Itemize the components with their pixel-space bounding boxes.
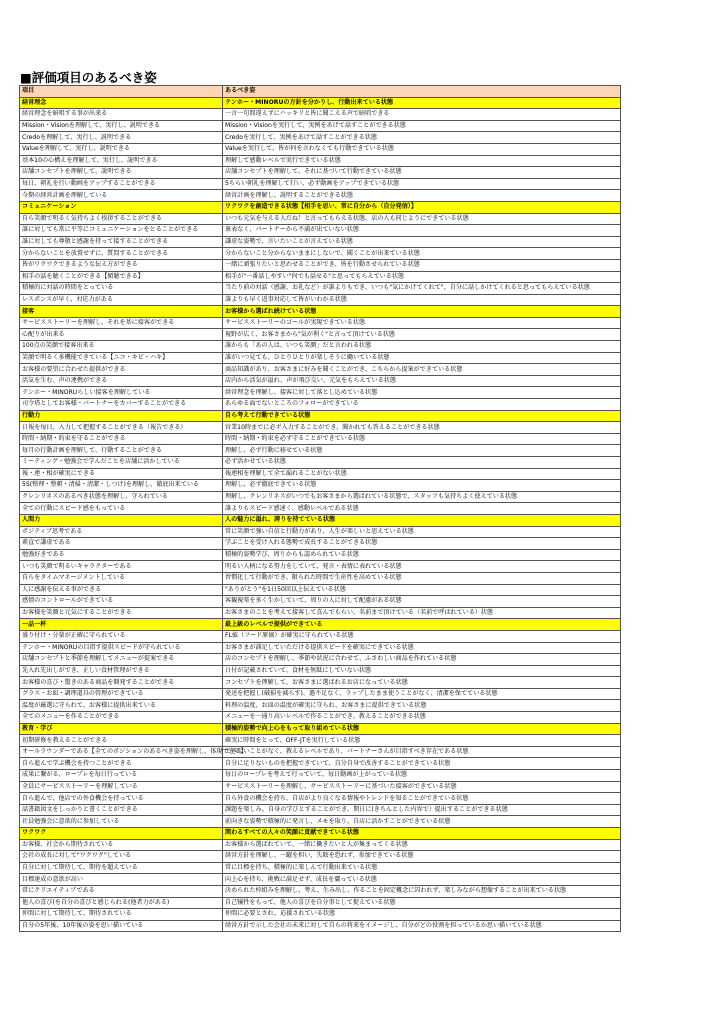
- ideal-cell: 自己犠牲をもって、他人の喜びを自分事として捉えている状態: [223, 897, 621, 909]
- item-cell: 皆がワクワクできるような伝え方ができる: [20, 259, 223, 271]
- item-cell: グラス・お皿・調理道具の管理ができている: [20, 688, 223, 700]
- table-row: [20, 120, 621, 132]
- table-row: [20, 746, 621, 758]
- table-row: [20, 700, 621, 712]
- ideal-cell: 誰がいつ見ても、ひとりひとりが楽しそうに働いている状態: [223, 352, 621, 364]
- table-row: [20, 283, 621, 295]
- item-cell: 自ら進んで、他店での外食機会を持っている: [20, 793, 223, 805]
- section-name: コミュニケーション: [20, 201, 223, 213]
- ideal-cell: 店のコンセプトを理解し、季節や状況に合わせて、ふさわしい商品を作れている状態: [223, 654, 621, 666]
- header-row: [20, 86, 621, 98]
- ideal-cell: 必ず活かせている状態: [223, 457, 621, 469]
- table-row: [20, 468, 621, 480]
- ideal-cell: 店舗コンセプトを理解して、それに基づいて行動できている状態: [223, 167, 621, 179]
- item-cell: 自ら進んで学ぶ機会を持つことができる: [20, 758, 223, 770]
- ideal-cell: 一言一句間違えずにハッキリと皆に聞こえる声で暗唱できる: [223, 109, 621, 121]
- item-cell: 日報を毎日、入力して把握することができる（報告できる）: [20, 422, 223, 434]
- ideal-cell: 裏表なく、パートナーから不満が出ていない状態: [223, 225, 621, 237]
- section-row: [20, 97, 621, 109]
- item-cell: 成果に繋がる、ロープレを毎日行っている: [20, 770, 223, 782]
- table-row: [20, 213, 621, 225]
- ideal-cell: 理解し、必ず行動に移せている状態: [223, 445, 621, 457]
- ideal-cell: 明るい人柄になる努力をしていて、発言・表情に表れている状態: [223, 561, 621, 573]
- item-cell: 積極的に対話の時間をとっている: [20, 283, 223, 295]
- item-cell: 自らをタイムマネージメントしている: [20, 572, 223, 584]
- table-row: [20, 364, 621, 376]
- item-cell: 今期の経営計画を理解している: [20, 190, 223, 202]
- table-row: [20, 885, 621, 897]
- ideal-cell: 報連相を理解して全て漏れることがない状態: [223, 468, 621, 480]
- table-row: [20, 387, 621, 399]
- item-cell: 盛り付け・分量が正確に守られている: [20, 630, 223, 642]
- ideal-cell: "ありがとう"を1日50回以上伝えている状態: [223, 584, 621, 596]
- table-row: [20, 433, 621, 445]
- section-row: [20, 201, 621, 213]
- table-row: [20, 259, 621, 271]
- ideal-cell: 積極的姿勢学び、周りからも認められている状態: [223, 549, 621, 561]
- table-row: [20, 596, 621, 608]
- ideal-cell: 発送を把握し(破損を減らす)、過不足なく、ラップしたまま使うことがなく、清潔を保てている状態: [223, 688, 621, 700]
- table-row: [20, 457, 621, 469]
- ideal-cell: お客さまのことを考えて接客して喜んでもらい、名前まで頂けている（名前で呼ばれている）状態: [223, 607, 621, 619]
- item-cell: 勉強好きである: [20, 549, 223, 561]
- ideal-cell: 誰よりも早く返事対応して皆がいわかる状態: [223, 294, 621, 306]
- ideal-cell: 決められた枠組みを理解し、考え、生み出し、作ることを固定概念に囚われず、楽しみながら想像することが出来ている状態: [223, 885, 621, 897]
- item-cell: 基本10の心構えを理解して、実行し、説明できる: [20, 155, 223, 167]
- item-cell: Credoを理解して、実行し、説明できる: [20, 132, 223, 144]
- ideal-cell: 向上心を持ち、挑戦に満足せず、成長を齎っている状態: [223, 874, 621, 886]
- item-cell: 素直で謙虚である: [20, 538, 223, 550]
- ideal-cell: 学ぶことを受け入れる態勢で成長することができる状態: [223, 538, 621, 550]
- section-name: 行動力: [20, 410, 223, 422]
- evaluation-table: [19, 85, 621, 932]
- item-cell: 常にクリエイティブである: [20, 885, 223, 897]
- section-name: 接客: [20, 306, 223, 318]
- table-row: [20, 178, 621, 190]
- item-cell: 活気を生む、声の連携ができる: [20, 375, 223, 387]
- table-row: [20, 665, 621, 677]
- table-row: [20, 329, 621, 341]
- item-cell: 感情のコントロールができている: [20, 596, 223, 608]
- ideal-cell: 経営計画を理解し、説明することができる状態: [223, 190, 621, 202]
- table-row: [20, 642, 621, 654]
- item-cell: 会社の成長に対して"ワクワク"している: [20, 851, 223, 863]
- table-row: [20, 375, 621, 387]
- item-cell: 話書籍図文をしっかりと書くことができる: [20, 804, 223, 816]
- ideal-cell: お客さまが満足していただける提供スピードを確実にできている状態: [223, 642, 621, 654]
- item-cell: 社員勉強会に意欲的に参加している: [20, 816, 223, 828]
- item-cell: Valueを理解して、実行し、説明できる: [20, 143, 223, 155]
- ideal-cell: 店内から活気が溢れ、声が飛び交い、元気をもらえている状態: [223, 375, 621, 387]
- table-row: [20, 561, 621, 573]
- table-row: [20, 816, 621, 828]
- section-goal: 人の魅力に溢れ、誇りを持てている状態: [223, 514, 621, 526]
- table-row: [20, 503, 621, 515]
- item-cell: いつも笑顔で明るいキャラクターである: [20, 561, 223, 573]
- item-cell: 全てのメニューを作ることができる: [20, 712, 223, 724]
- table-row: [20, 630, 621, 642]
- ideal-cell: 自ら外食の機会を持ち、自店がより良くなる情報やトレンドを知ることができている状態: [223, 793, 621, 805]
- table-row: [20, 677, 621, 689]
- ideal-cell: FL値（フード原価）が確実に守られている状態: [223, 630, 621, 642]
- ideal-cell: 時間・納期・約束を必ず守ることができている状態: [223, 433, 621, 445]
- item-cell: 心配りが出来る: [20, 329, 223, 341]
- section-goal: 関わるすべての人々の笑顔に貢献できている状態: [223, 828, 621, 840]
- table-row: [20, 909, 621, 921]
- item-cell: 100点の笑顔で接客出来る: [20, 341, 223, 353]
- ideal-cell: 分からないこと分からないままにしないで、聞くことが出来ている状態: [223, 248, 621, 260]
- section-name: ワクワク: [20, 828, 223, 840]
- table-row: [20, 712, 621, 724]
- table-row: [20, 271, 621, 283]
- ideal-cell: 常に笑顔で強い自信と行動力があり、人生が楽しいと思えている状態: [223, 526, 621, 538]
- table-row: [20, 770, 621, 782]
- ideal-cell: サービスストーリーのゴールが実現できている状態: [223, 317, 621, 329]
- table-row: [20, 862, 621, 874]
- item-cell: サービスストーリーを理解し、それを基に接客ができる: [20, 317, 223, 329]
- item-cell: 初期研修を教えることができる: [20, 735, 223, 747]
- item-cell: 自分の5年後、10年後の姿を思い描いている: [20, 920, 223, 932]
- table-row: [20, 874, 621, 886]
- table-row: [20, 341, 621, 353]
- table-row: [20, 607, 621, 619]
- table-row: [20, 526, 621, 538]
- ideal-cell: 視野が広く、お客さまから"気が利く"と言って頂けている状態: [223, 329, 621, 341]
- section-row: [20, 619, 621, 631]
- item-cell: 店舗コンセプトを理解して、説明できる: [20, 167, 223, 179]
- ideal-cell: 自分に足りないものを把握できていて、自分自身で改善することができている状態: [223, 758, 621, 770]
- ideal-cell: いつも元気を与える人だね！と言ってもらえる状態。店の人も同じようにできている状態: [223, 213, 621, 225]
- item-cell: 毎月の行動計画を理解して、行動することができる: [20, 445, 223, 457]
- item-cell: 目標達成の意欲が高い: [20, 874, 223, 886]
- ideal-cell: 前向きな姿勢で積極的に発言し、メモを取り、自店に活かすことができている状態: [223, 816, 621, 828]
- ideal-cell: お客様から選ばれていて、一緒に働きたいと人が集まってくる状態: [223, 839, 621, 851]
- item-cell: 毎日、朝礼を行い動画をアップすることができる: [20, 178, 223, 190]
- ideal-cell: 理解して感動レベルで実行できている状態: [223, 155, 621, 167]
- table-row: [20, 793, 621, 805]
- table-row: [20, 399, 621, 411]
- ideal-cell: 一緒に頑張りたいと思わせることができ、皆を行動させられている状態: [223, 259, 621, 271]
- ideal-cell: 5ちらい朝礼を理解して行い、必ず動画をアップできている状態: [223, 178, 621, 190]
- table-row: [20, 781, 621, 793]
- item-cell: 他人の喜び(を自分の喜びと感じられる(他者力がある): [20, 897, 223, 909]
- table-row: [20, 839, 621, 851]
- section-row: [20, 410, 621, 422]
- item-cell: 笑顔で明るく多機能できている【ニコ・キビ・ハキ】: [20, 352, 223, 364]
- ideal-cell: 理解し、必ず徹底できている状態: [223, 480, 621, 492]
- item-cell: お客様の要望に合わせた提供ができる: [20, 364, 223, 376]
- section-row: [20, 828, 621, 840]
- ideal-cell: できないことがなく、教えるレベルであり、パートナーさんが目指すべき存在である状態: [223, 746, 621, 758]
- item-cell: 司令塔としてお客様・パートナーをカバーすることができる: [20, 399, 223, 411]
- table-row: [20, 422, 621, 434]
- ideal-cell: あらゆる面でないところのフォローができている: [223, 399, 621, 411]
- table-row: [20, 920, 621, 932]
- item-cell: 報・連・相が確実にできる: [20, 468, 223, 480]
- ideal-cell: 商品知識があり、お客さまに好みを聞くことができ、こちらから提案ができている状態: [223, 364, 621, 376]
- item-cell: Mission・Visionを理解して、実行し、説明できる: [20, 120, 223, 132]
- table-row: [20, 236, 621, 248]
- ideal-cell: 常に目標を持ち、積極的に楽しんで行動出来ている状態: [223, 862, 621, 874]
- item-cell: 誰に対しても常に平等にコミュニケーションをとることができる: [20, 225, 223, 237]
- table-row: [20, 155, 621, 167]
- table-row: [20, 584, 621, 596]
- table-row: [20, 851, 621, 863]
- item-cell: 全員にサービスストーリーを理解している: [20, 781, 223, 793]
- item-cell: 人に感謝を伝える事ができる: [20, 584, 223, 596]
- ideal-cell: 経営理念を理解し、接客に対して落とし込めている状態: [223, 387, 621, 399]
- ideal-cell: 仲間に必要とされ、応援されている状態: [223, 909, 621, 921]
- section-goal: 最上級のレベルで提供ができている: [223, 619, 621, 631]
- item-cell: テンホー・MINORUらしい接客を理解している: [20, 387, 223, 399]
- ideal-cell: 客観視楽を多く生かしていて、周りの人に対して配慮がある状態: [223, 596, 621, 608]
- table-row: [20, 897, 621, 909]
- item-cell: 経営理念を暗唱する事が出来る: [20, 109, 223, 121]
- ideal-cell: サービスストーリーを理解し、サービスストーリーに基づいた接客ができている状態: [223, 781, 621, 793]
- item-cell: 仲間に対して期待して、期待されている: [20, 909, 223, 921]
- table-row: [20, 758, 621, 770]
- table-row: [20, 317, 621, 329]
- item-cell: テンホー・MINORUの目指す提供スピードが守られている: [20, 642, 223, 654]
- table-row: [20, 735, 621, 747]
- table-row: [20, 143, 621, 155]
- table-row: [20, 688, 621, 700]
- item-cell: ミーティング・勉強会で学んだことを店舗に活かしている: [20, 457, 223, 469]
- item-cell: 分からないことを放置せずに、質問することができる: [20, 248, 223, 260]
- item-cell: お客様、社会から期待されている: [20, 839, 223, 851]
- section-goal: ワクワクを創造できる状態【相手を思い、常に自分から（自分発信）】: [223, 201, 621, 213]
- ideal-cell: 毎日のロープレを考えて行っていて、毎日動画が上がっている状態: [223, 770, 621, 782]
- item-cell: 温度が厳選に守られて、お客様に提供出来ている: [20, 700, 223, 712]
- item-cell: ポジティブ思考である: [20, 526, 223, 538]
- section-row: [20, 306, 621, 318]
- ideal-cell: 営業10時までに必ず入力することができ、聞かれても答えることができる状態: [223, 422, 621, 434]
- ideal-cell: Credoを実行して、実例をあげて話すことができる状態: [223, 132, 621, 144]
- ideal-cell: 料理の温度、お皿の温度が確実に守られ、お客さまに提供できている状態: [223, 700, 621, 712]
- table-row: [20, 491, 621, 503]
- header-ideal: あるべき姿: [223, 86, 621, 98]
- item-cell: オールラウンダーである【全てのポジションのあるべき姿を理解し、体現できる】: [20, 746, 223, 758]
- item-cell: 自ら笑顔で明るく気持ちよく挨拶することができる: [20, 213, 223, 225]
- section-goal: お客様から選ばれ続けている状態: [223, 306, 621, 318]
- item-cell: 店舗コンセプトと季節を理解してメニューが提案できる: [20, 654, 223, 666]
- section-name: 経営理念: [20, 97, 223, 109]
- item-cell: 5S(整理・整頓・清掃・清潔・しつけ)を理解し、徹底出来ている: [20, 480, 223, 492]
- table-row: [20, 654, 621, 666]
- ideal-cell: 当たり前の対話（感謝、お礼など）が誰よりもでき、いつも"気にかけてくれて"、自分に話しかけてくれると思ってもらえている状態: [223, 283, 621, 295]
- item-cell: レスポンスが早く、対応力がある: [20, 294, 223, 306]
- table-row: [20, 538, 621, 550]
- ideal-cell: 誰からも「あの人は、いつも笑顔」だと言われる状態: [223, 341, 621, 353]
- table-row: [20, 294, 621, 306]
- item-cell: 相手の話を聴くことができる【傾聴できる】: [20, 271, 223, 283]
- table-row: [20, 190, 621, 202]
- item-cell: お客様の喜び・驚きのある商品を開発することができる: [20, 677, 223, 689]
- table-row: [20, 352, 621, 364]
- section-goal: 自ら考えて行動できている状態: [223, 410, 621, 422]
- ideal-cell: 課題を楽しみ、自身の学びとすることができ、期日に(きちんとした内容で）提出することができる状態: [223, 804, 621, 816]
- section-name: 教育・学び: [20, 723, 223, 735]
- ideal-cell: 誰よりもスピード感速く、感動レベルである状態: [223, 503, 621, 515]
- section-goal: 積極的姿勢で向上心をもって取り組めている状態: [223, 723, 621, 735]
- item-cell: 誰に対しても尊敬と感謝を持って接することができる: [20, 236, 223, 248]
- ideal-cell: Valueを実行して、皆が何を言わなくても行動できている状態: [223, 143, 621, 155]
- table-row: [20, 167, 621, 179]
- table-row: [20, 109, 621, 121]
- table-row: [20, 804, 621, 816]
- ideal-cell: 理解し、クレンリネスがいつでもお客さまから選ばれている状態で、スタッフも気持ちよく使えている状態: [223, 491, 621, 503]
- item-cell: 自分に対して期待して、期待を超えている: [20, 862, 223, 874]
- ideal-cell: 相手が"一番話しやすい"何でも話せる"と思ってもらえている状態: [223, 271, 621, 283]
- table-row: [20, 445, 621, 457]
- page-title: ■評価項目のあるべき姿: [20, 70, 157, 85]
- ideal-cell: コンセプトを理解して、お客さまに選ばれるお店になっている状態: [223, 677, 621, 689]
- table-row: [20, 572, 621, 584]
- table-row: [20, 132, 621, 144]
- item-cell: クレンリネスのあるべき状態を理解し、守られている: [20, 491, 223, 503]
- ideal-cell: メニューを一通り高いレベルで作ることができ、教えることができる状態: [223, 712, 621, 724]
- ideal-cell: Mission・Visionを実行して、実例をあげて話すことができる状態: [223, 120, 621, 132]
- table-row: [20, 248, 621, 260]
- ideal-cell: 確実に時間をとって、OFF-JTを実行している状態: [223, 735, 621, 747]
- header-item: 項目: [20, 86, 223, 98]
- section-name: 人間力: [20, 514, 223, 526]
- ideal-cell: 経営方針で示した会社の未来に対して自らの将来をイメージし、自分がどの役割を担っているか思い描いている状態: [223, 920, 621, 932]
- ideal-cell: 経営方針を理解し、一躍を担い、失敗を恐れず、参加できている状態: [223, 851, 621, 863]
- table-row: [20, 549, 621, 561]
- section-row: [20, 723, 621, 735]
- item-cell: お客様を笑顔と元気にすることができる: [20, 607, 223, 619]
- item-cell: 時間・納期・約束を守ることができる: [20, 433, 223, 445]
- section-name: 一品一杯: [20, 619, 223, 631]
- item-cell: 全ての行動にスピード感をもっている: [20, 503, 223, 515]
- ideal-cell: 謙虚な姿勢で、言いたいことが言えている状態: [223, 236, 621, 248]
- ideal-cell: 習慣化して行動ができ、限られた時間で生産性を高めている状態: [223, 572, 621, 584]
- item-cell: 先入れ先出しができ、正しい食材管理ができる: [20, 665, 223, 677]
- section-row: [20, 514, 621, 526]
- ideal-cell: 日付が記載されていて、食材を無駄にしていない状態: [223, 665, 621, 677]
- table-row: [20, 225, 621, 237]
- table-row: [20, 480, 621, 492]
- section-goal: テンホー・MINORUの方針を分かりし、行動出来ている状態: [223, 97, 621, 109]
